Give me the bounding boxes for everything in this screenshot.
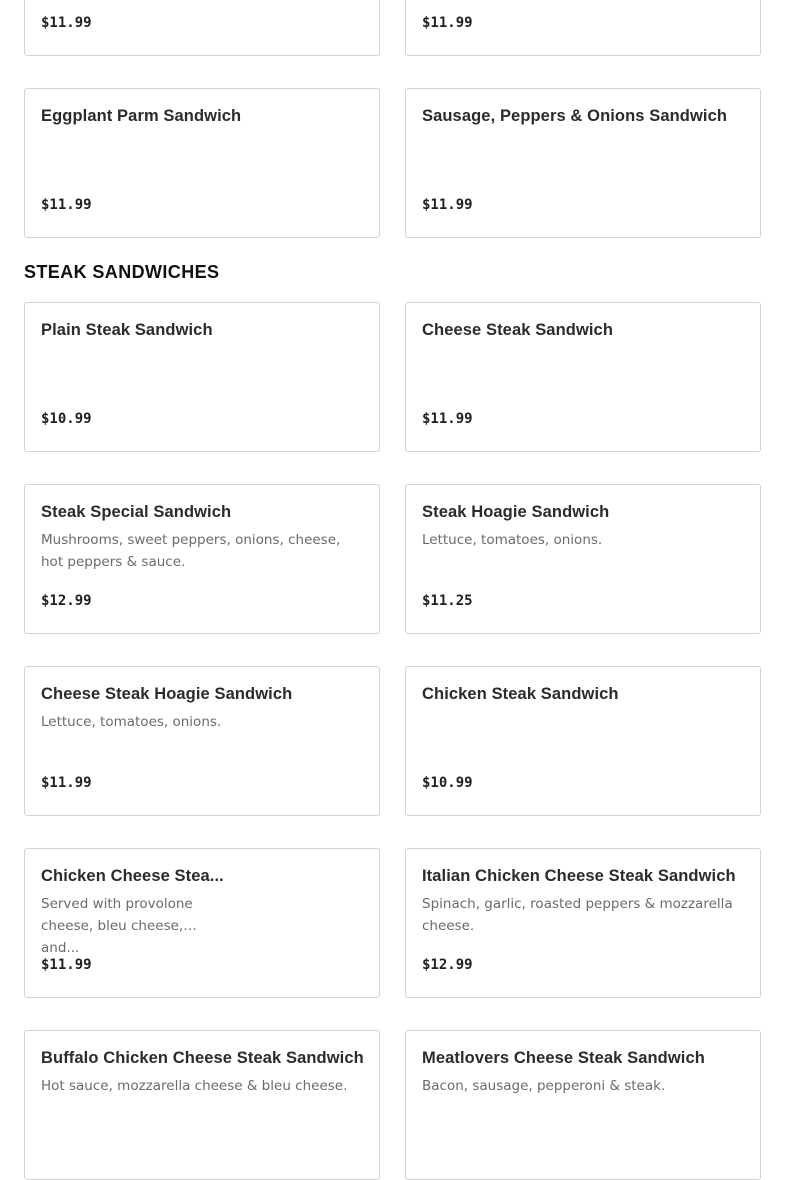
- item-description: Hot sauce, mozzarella cheese & bleu cheese.: [41, 1078, 348, 1094]
- item-price: $10.99: [422, 775, 473, 791]
- item-description: Spinach, garlic, roasted peppers & mozzarella cheese.: [422, 896, 733, 934]
- menu-item-card[interactable]: [24, 88, 380, 238]
- menu-item-card[interactable]: [24, 484, 380, 634]
- menu-item-card[interactable]: [405, 848, 761, 998]
- item-description: Mushrooms, sweet peppers, onions, cheese, hot peppers & sauce.: [41, 532, 341, 570]
- menu-item-card[interactable]: [405, 666, 761, 816]
- item-description: Bacon, sausage, pepperoni & steak.: [422, 1078, 666, 1094]
- menu-item-card[interactable]: [24, 666, 380, 816]
- menu-item-card[interactable]: [24, 0, 380, 56]
- item-price: $11.99: [41, 15, 92, 31]
- item-price: $11.99: [422, 411, 473, 427]
- menu-item-card[interactable]: [24, 1030, 380, 1180]
- item-name: Cheese Steak Hoagie Sandwich: [41, 685, 293, 703]
- item-name: Eggplant Parm Sandwich: [41, 107, 242, 125]
- item-name: Plain Steak Sandwich: [41, 321, 213, 339]
- menu-item-card[interactable]: [405, 484, 761, 634]
- menu-item-card[interactable]: [405, 0, 761, 56]
- item-name: Buffalo Chicken Cheese Steak Sandwich: [41, 1049, 364, 1067]
- menu-item-card[interactable]: [24, 848, 380, 998]
- item-price: $11.99: [41, 957, 92, 973]
- item-price: $12.99: [41, 593, 92, 609]
- item-name: Italian Chicken Cheese Steak Sandwich: [422, 867, 736, 885]
- item-name: Steak Special Sandwich: [41, 503, 232, 521]
- item-name: Cheese Steak Sandwich: [422, 321, 614, 339]
- item-name: Chicken Cheese Stea...: [41, 867, 224, 885]
- item-description: Served with provolone cheese, bleu cheese, and...: [41, 896, 193, 956]
- item-price: $11.99: [41, 197, 92, 213]
- item-price: $11.99: [422, 197, 473, 213]
- item-price: $11.25: [422, 593, 473, 609]
- item-name: Meatlovers Cheese Steak Sandwich: [422, 1049, 705, 1067]
- item-price: $11.99: [422, 15, 473, 31]
- menu-item-card[interactable]: [24, 302, 380, 452]
- item-name: Sausage, Peppers & Onions Sandwich: [422, 107, 728, 125]
- item-name: Chicken Steak Sandwich: [422, 685, 619, 703]
- item-price: $12.99: [422, 957, 473, 973]
- menu-item-card[interactable]: [405, 88, 761, 238]
- menu-item-card[interactable]: [405, 1030, 761, 1180]
- item-price: $10.99: [41, 411, 92, 427]
- item-description: Lettuce, tomatoes, onions.: [41, 714, 222, 730]
- item-price: $11.99: [41, 775, 92, 791]
- item-description: Lettuce, tomatoes, onions.: [422, 532, 603, 548]
- menu-item-card[interactable]: [405, 302, 761, 452]
- item-name: Steak Hoagie Sandwich: [422, 503, 610, 521]
- section-heading-steak-sandwiches: STEAK SANDWICHES: [24, 262, 220, 282]
